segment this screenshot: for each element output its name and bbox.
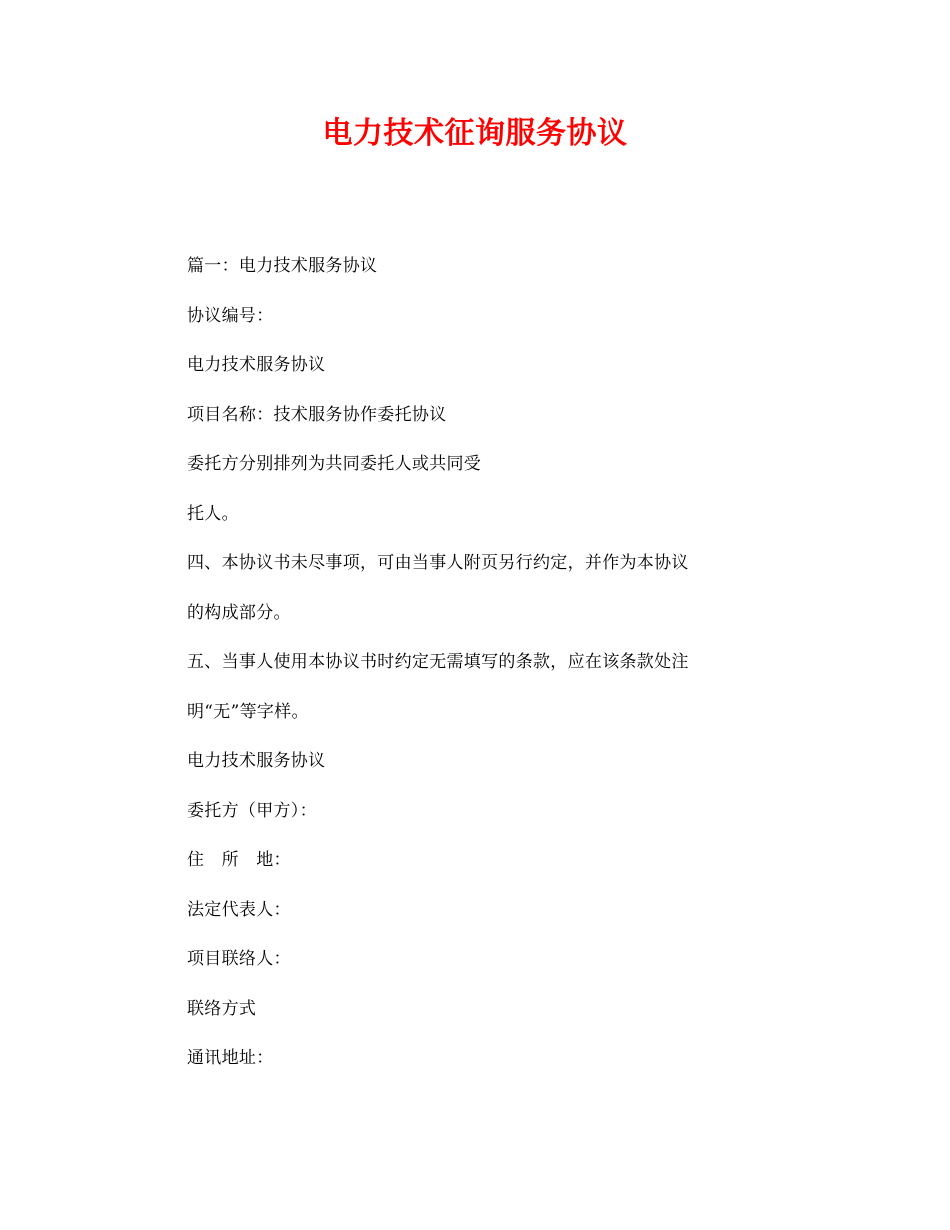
body-line-contact-method: 联络方式: [187, 998, 257, 1019]
body-line-section-heading: 篇一：电力技术服务协议: [187, 256, 378, 276]
body-line-clause-four: 四、本协议书未尽事项，可由当事人附页另行约定，并作为本协议: [187, 553, 689, 573]
body-line-clause-five: 五、当事人使用本协议书时约定无需填写的条款，应在该条款处注: [187, 652, 689, 672]
body-line-project-name: 项目名称：技术服务协作委托协议: [187, 404, 447, 425]
body-line-project-contact: 项目联络人：: [187, 949, 291, 969]
body-line-contract-number: 协议编号：: [187, 305, 274, 326]
body-line-clause-four-cont: 的构成部分。: [187, 602, 291, 623]
body-line-mailing-address: 通讯地址：: [187, 1048, 274, 1068]
body-line-paragraph: 委托方分别排列为共同委托人或共同受: [187, 454, 482, 474]
document-body: [187, 252, 747, 1094]
body-line-contract-name-repeat: 电力技术服务协议: [187, 751, 326, 771]
body-line-legal-representative: 法定代表人：: [187, 899, 291, 920]
document-title: 电力技术征询服务协议: [322, 116, 628, 151]
body-line-paragraph: 托人。: [187, 503, 239, 524]
body-line-address: 住 所 地：: [187, 850, 291, 870]
body-line-client-party: 委托方（甲方）：: [187, 800, 317, 821]
body-line-contract-name: 电力技术服务协议: [187, 355, 326, 375]
body-line-clause-five-cont: 明“无”等字样。: [187, 701, 309, 722]
